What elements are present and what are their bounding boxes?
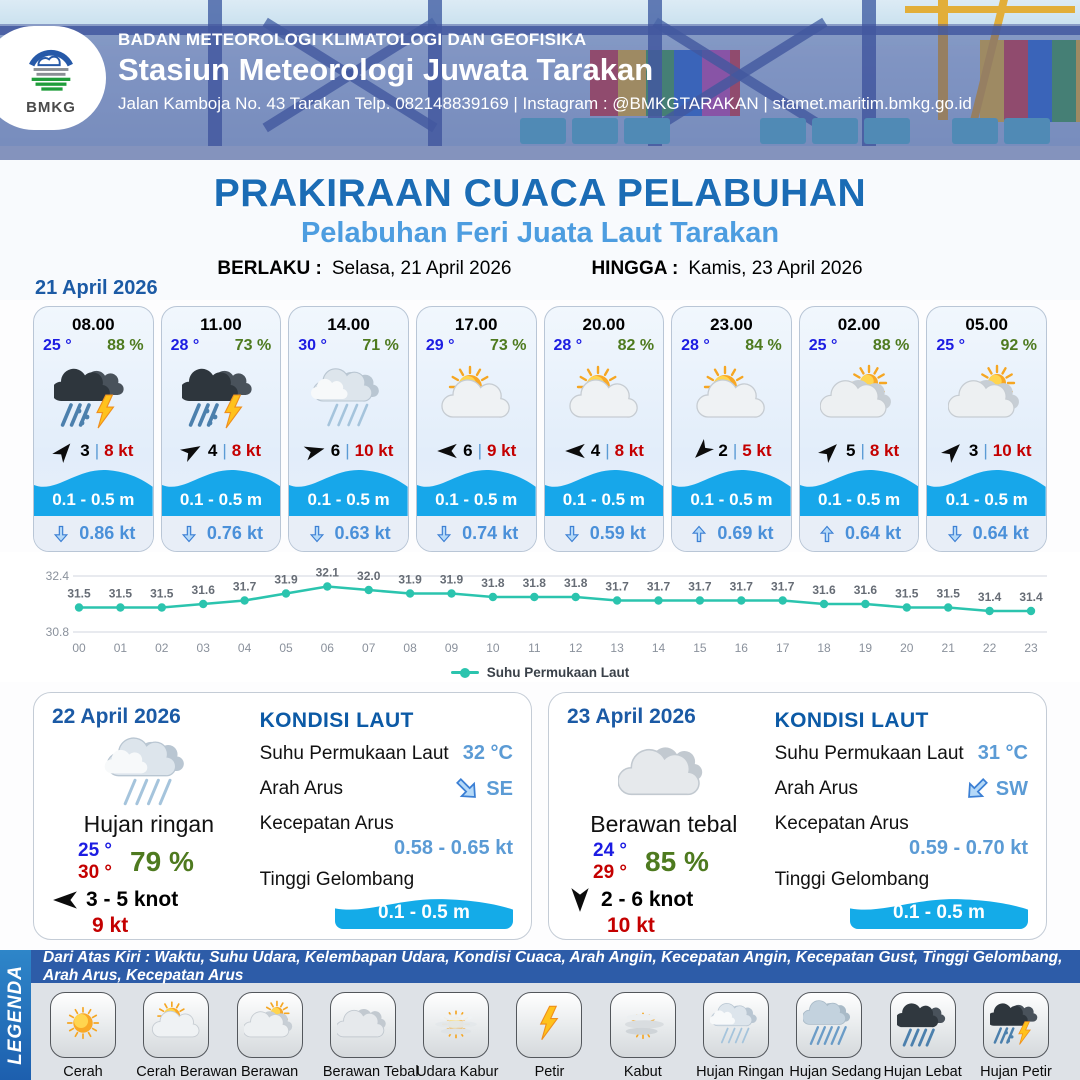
svg-text:10: 10 [486,641,500,655]
forecast-card [799,306,920,552]
svg-text:16: 16 [734,641,748,655]
sst-label: Suhu Permukaan Laut [774,742,964,764]
wave-height: 0.1 - 0.5 m [945,490,1028,509]
humidity: 88 % [107,337,144,354]
daily-forecast-row [0,682,1080,940]
current-row [672,516,791,551]
wind-speed: 4 [207,441,218,461]
hujan-petir-icon [990,998,1042,1053]
svg-text:02: 02 [155,641,169,655]
legend-item: Udara Kabur [416,992,496,1080]
wind-gust: 8 kt [614,441,644,461]
humidity: 73 % [490,337,527,354]
wind-direction-icon [570,887,590,913]
legend-item: Hujan Ringan [696,992,776,1080]
weather-icon [34,355,153,439]
air-temperature: 29 ° [425,337,455,354]
air-temperature: 25 ° [43,337,72,354]
wave-band [672,464,791,517]
day-date: 23 April 2026 [567,705,696,728]
current-row [34,516,153,551]
current-direction-icon [307,524,327,544]
current-speed: 0.69 kt [717,523,774,543]
current-direction-icon [817,524,837,544]
cerah-icon [57,998,109,1053]
weather-icon [545,355,664,439]
title-section [0,160,1080,300]
forecast-card [926,306,1047,552]
current-speed: 0.59 kt [589,523,646,543]
svg-text:31.7: 31.7 [771,579,795,594]
wind-range: 3 - 5 knot [86,888,179,911]
wind-direction-icon [939,438,966,465]
hourly-forecast-row [0,300,1080,552]
petir-icon [523,998,575,1053]
current-direction-label: Arah Arus [259,778,344,799]
svg-text:31.6: 31.6 [191,583,215,597]
svg-text:31.5: 31.5 [108,586,133,601]
svg-text:32.0: 32.0 [357,569,381,583]
wind-row: 3 | 10 kt [927,439,1046,464]
temp-max: 29 ° [593,862,628,883]
header [0,0,1080,160]
humidity: 92 % [1000,337,1037,354]
weather-icon [52,729,246,813]
wind-gust: 10 kt [992,441,1032,461]
wind-gust: 9 kt [486,441,517,461]
current-direction-label: Arah Arus [774,778,859,799]
wind-row: 5 | 8 kt [800,439,919,464]
wind-speed: 6 [463,441,473,461]
weather-icon [289,355,408,439]
berawan-tebal-icon [337,998,389,1053]
wind-direction-icon [689,438,716,465]
wind-direction-icon [52,890,78,910]
time-label: 11.00 [200,315,242,334]
legend-section [0,950,1080,1080]
svg-text:31.7: 31.7 [688,579,712,594]
time-label: 23.00 [710,315,753,334]
current-speed-value: 0.58 - 0.65 kt [394,837,513,859]
day-date: 22 April 2026 [52,705,181,728]
header-text [118,30,972,114]
current-row [545,516,664,551]
wave-band [289,464,408,517]
forecast-card [161,306,282,552]
sea-conditions-heading: KONDISI LAUT [774,709,929,732]
wave-height: 0.1 - 0.5 m [307,490,390,509]
current-speed: 0.86 kt [79,523,136,543]
svg-text:32.4: 32.4 [45,569,69,583]
svg-text:11: 11 [528,641,541,655]
humidity: 71 % [362,337,399,354]
svg-text:31.7: 31.7 [646,579,671,594]
wind-gust: 10 kt [354,441,394,461]
wind-row: 6 | 10 kt [289,439,408,464]
svg-text:31.8: 31.8 [522,576,546,590]
temp-min: 25 ° [78,840,113,861]
wind-gust: 8 kt [869,441,900,461]
wave-height-label: Tinggi Gelombang [259,869,415,890]
wave-height-badge [850,895,1028,929]
time-label: 05.00 [965,315,1008,334]
cerah-berawan-icon [150,998,202,1053]
time-label: 08.00 [72,315,115,334]
wave-height-label: Tinggi Gelombang [774,869,930,890]
current-direction-value: SE [486,777,513,800]
hujan-sedang-icon [803,998,855,1053]
wind-gust: 8 kt [104,441,134,461]
svg-text:20: 20 [900,641,914,655]
sea-surface-temperature-chart [33,560,1047,660]
time-label: 14.00 [327,315,370,334]
svg-text:31.8: 31.8 [481,576,505,590]
sst-label: Suhu Permukaan Laut [259,742,449,764]
validity-row [0,258,1080,280]
air-temperature: 30 ° [298,337,327,354]
time-label: 20.00 [582,315,626,334]
current-speed: 0.76 kt [206,523,263,543]
wind-row: 2 | 5 kt [672,439,791,464]
bmkg-logo-label: BMKG [26,99,76,116]
svg-text:01: 01 [113,641,128,655]
weather-icon [162,355,281,439]
air-temperature: 28 ° [681,337,710,354]
svg-text:31.7: 31.7 [605,579,629,594]
wave-height: 0.1 - 0.5 m [690,490,773,509]
page-title: PRAKIRAAN CUACA PELABUHAN [213,172,867,215]
svg-text:07: 07 [362,641,376,655]
svg-text:05: 05 [279,641,293,655]
wind-speed: 2 [718,441,728,461]
wind-direction-icon [564,443,586,459]
current-direction-icon [562,524,582,544]
station-address: Jalan Kamboja No. 43 Tarakan Telp. 082148839169 | Instagram : @BMKGTARAKAN | stamet.maritim.bmkg.go.id [118,94,972,113]
svg-text:22: 22 [982,641,997,655]
wind-gust: 5 kt [742,441,772,461]
wave-height: 0.1 - 0.5 m [562,490,645,509]
svg-text:17: 17 [776,641,790,655]
humidity: 84 % [745,337,782,354]
wind-speed: 4 [590,441,601,461]
wind-range: 2 - 6 knot [601,888,694,911]
wave-band [800,464,919,517]
forecast-card [671,306,792,552]
svg-text:31.5: 31.5 [895,586,919,601]
berlaku-value: Selasa, 21 April 2026 [331,258,512,279]
bmkg-logo [0,26,106,130]
wave-height: 0.1 - 0.5 m [52,490,135,509]
air-temperature: 25 ° [936,337,966,354]
day-card [33,692,532,940]
current-speed: 0.64 kt [845,523,902,543]
current-speed: 0.64 kt [972,523,1029,543]
wind-row: 4 | 8 kt [545,439,664,464]
forecast-card [544,306,665,552]
time-label: 17.00 [454,315,498,334]
wind-row: 3 | 8 kt [34,439,153,464]
current-row [162,516,281,551]
current-row [417,516,536,551]
udara-kabur-icon [430,998,482,1053]
svg-text:31.9: 31.9 [274,572,298,587]
sst-value: 32 °C [462,742,513,764]
wind-direction-icon [436,443,458,459]
wind-speed: 3 [80,441,90,461]
air-temperature: 28 ° [553,337,583,354]
humidity: 73 % [234,337,272,354]
legend-item: Berawan Tebal [323,992,403,1080]
legend-item: Hujan Sedang [789,992,869,1080]
current-speed: 0.63 kt [334,523,391,543]
legend-item: Cerah Berawan [136,992,216,1080]
svg-text:12: 12 [569,641,583,655]
wind-gust: 9 kt [92,914,129,937]
svg-text:21: 21 [941,641,955,655]
svg-text:31.4: 31.4 [977,590,1002,604]
legend-title: LEGENDA [0,950,31,1080]
svg-text:31.7: 31.7 [729,579,753,594]
wind-direction-icon [178,439,205,464]
wind-speed: 3 [968,441,979,461]
current-direction-icon [689,524,709,544]
svg-text:00: 00 [72,641,86,655]
weather-icon [567,729,761,813]
svg-text:31.5: 31.5 [67,586,91,601]
time-label: 02.00 [837,315,881,334]
hingga-label: HINGGA : [591,258,679,279]
current-speed-label: Kecepatan Arus [774,813,909,834]
air-temperature: 25 ° [808,337,838,354]
wind-speed: 6 [330,441,341,461]
wave-height-value: 0.1 - 0.5 m [893,902,985,923]
kabut-icon [617,998,669,1053]
weather-icon [672,355,791,439]
svg-text:31.9: 31.9 [398,572,422,587]
wave-band [417,464,536,517]
wave-height-badge [335,895,513,929]
wind-direction-icon [817,438,844,465]
wave-band [545,464,664,517]
wind-gust: 8 kt [231,441,262,461]
wave-band [34,464,153,517]
legend-item: Hujan Petir [976,992,1056,1080]
svg-text:30.8: 30.8 [45,625,69,639]
berawan-icon [244,998,296,1053]
legend-item: Hujan Lebat [883,992,963,1080]
page-subtitle: Pelabuhan Feri Juata Laut Tarakan [300,217,780,249]
current-direction-value: SW [995,777,1028,800]
svg-text:19: 19 [858,641,873,655]
station-name: Stasiun Meteorologi Juwata Tarakan [118,52,654,87]
svg-text:31.6: 31.6 [812,583,836,597]
wind-row: 4 | 8 kt [162,439,281,464]
wave-band [162,464,281,517]
humidity: 79 % [130,846,194,877]
forecast-card [288,306,409,552]
wave-band [927,464,1046,517]
svg-text:04: 04 [237,641,252,655]
current-direction-icon [446,768,488,810]
current-direction-icon [51,524,71,544]
svg-text:14: 14 [651,641,666,655]
current-row [927,516,1046,551]
current-direction-icon [945,524,965,544]
svg-text:31.8: 31.8 [564,576,588,590]
current-direction-icon [956,768,998,810]
svg-text:31.6: 31.6 [853,583,878,597]
agency-name: BADAN METEOROLOGI KLIMATOLOGI DAN GEOFISIKA [118,30,587,49]
legend-item: Berawan [230,992,310,1080]
legend-item: Cerah [43,992,123,1080]
bmkg-emblem-icon [22,40,80,98]
legend-series-label: Suhu Permukaan Laut [486,665,630,680]
sst-value: 31 °C [977,742,1028,764]
weather-icon [417,355,536,439]
temp-max: 30 ° [78,862,113,883]
svg-text:13: 13 [610,641,624,655]
svg-text:31.4: 31.4 [1019,590,1043,604]
weather-condition: Berawan tebal [590,811,738,837]
svg-text:09: 09 [444,641,459,655]
weather-icon [800,355,919,439]
wind-direction-icon [51,438,77,465]
day-card [548,692,1047,940]
wind-speed: 5 [845,441,856,461]
svg-text:15: 15 [693,641,707,655]
legend-marker-icon [451,671,479,674]
svg-text:31.5: 31.5 [150,586,174,601]
svg-text:32.1: 32.1 [315,565,339,580]
chart-legend [33,665,1047,680]
legend-items [31,983,1080,1080]
air-temperature: 28 ° [170,337,200,354]
legend-strip: Dari Atas Kiri : Waktu, Suhu Udara, Kelembapan Udara, Kondisi Cuaca, Arah Angin, Kecepatan Angin, Kecepatan Gust, Tinggi Gelombang, Arah Arus, Kecepatan Arus [31,950,1080,983]
hujan-lebat-icon [897,998,949,1053]
berlaku-label: BERLAKU : [217,258,322,279]
svg-text:23: 23 [1024,641,1038,655]
weather-condition: Hujan ringan [83,811,215,837]
wind-row: 6 | 9 kt [417,439,536,464]
svg-text:06: 06 [320,641,334,655]
current-direction-icon [179,524,199,544]
humidity: 82 % [617,337,655,354]
svg-text:08: 08 [403,641,417,655]
current-row [289,516,408,551]
forecast-card [33,306,154,552]
current-direction-icon [434,524,454,544]
forecast-date: 21 April 2026 [35,277,158,299]
temp-min: 24 ° [593,840,628,861]
forecast-card [416,306,537,552]
legend-item: Petir [509,992,589,1080]
hingga-value: Kamis, 23 April 2026 [688,258,863,279]
current-speed-value: 0.59 - 0.70 kt [909,837,1028,859]
wave-height: 0.1 - 0.5 m [179,490,263,509]
humidity: 85 % [645,846,709,877]
wind-direction-icon [302,441,327,462]
svg-text:03: 03 [196,641,210,655]
wind-gust: 10 kt [607,914,655,937]
humidity: 88 % [872,337,910,354]
hujan-ringan-icon [710,998,762,1053]
wave-height: 0.1 - 0.5 m [435,490,518,509]
svg-text:18: 18 [817,641,831,655]
legend-item: Kabut [603,992,683,1080]
weather-icon [927,355,1046,439]
svg-text:31.5: 31.5 [936,586,960,601]
current-row [800,516,919,551]
current-speed: 0.74 kt [462,523,519,543]
sea-conditions-heading: KONDISI LAUT [259,709,414,732]
current-speed-label: Kecepatan Arus [259,813,394,834]
svg-text:31.7: 31.7 [232,579,257,594]
svg-text:31.9: 31.9 [439,572,464,587]
wave-height: 0.1 - 0.5 m [817,490,901,509]
wave-height-value: 0.1 - 0.5 m [378,902,470,923]
sst-chart-section [0,552,1080,682]
